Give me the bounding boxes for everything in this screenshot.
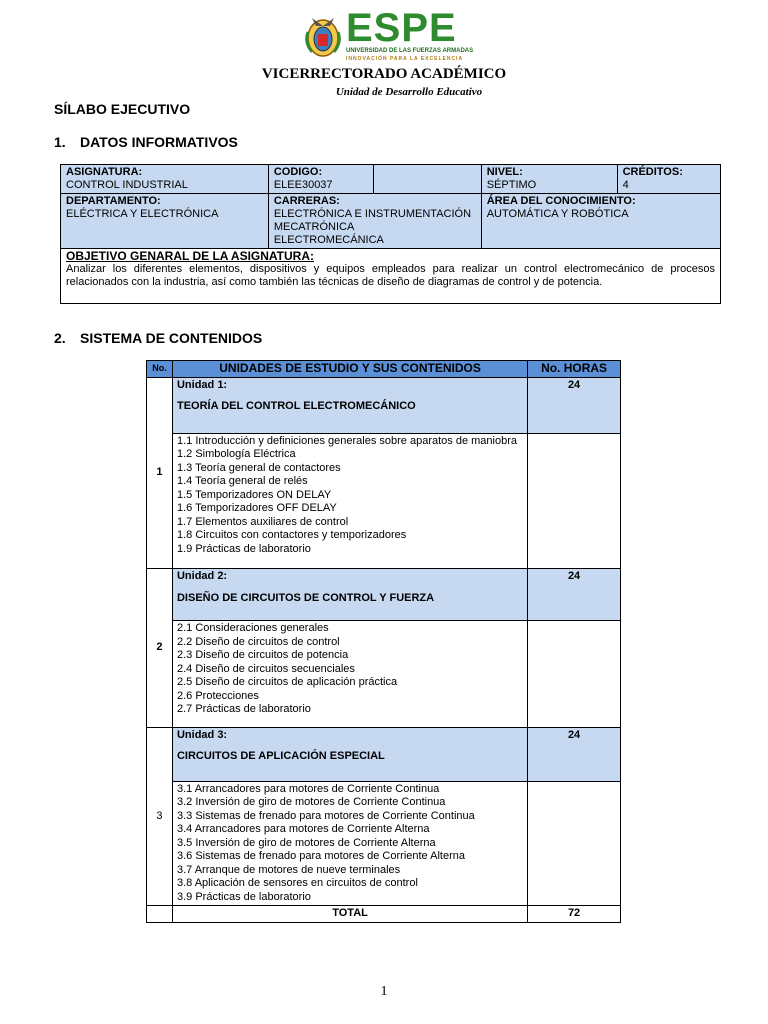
list-item: 3.5 Inversión de giro de motores de Corriente Alterna	[176, 836, 436, 849]
carrera-item: ELECTRÓNICA E INSTRUMENTACIÓN	[273, 208, 472, 220]
carrera-item: ELECTROMECÁNICA	[273, 234, 384, 246]
departamento-cell	[61, 194, 269, 249]
creditos-cell	[617, 165, 720, 194]
unit-number: 2	[147, 569, 173, 728]
unit-title-row	[147, 569, 621, 621]
total-label: TOTAL	[172, 906, 527, 923]
list-item: 1.1 Introducción y definiciones generales sobre aparatos de maniobra	[176, 434, 517, 447]
list-item: 3.9 Prácticas de laboratorio	[176, 890, 311, 903]
vicerrectorado-title: VICERRECTORADO ACADÉMICO	[261, 66, 507, 82]
list-item: 3.3 Sistemas de frenado para motores de Corriente Continua	[176, 809, 475, 822]
list-item: 1.4 Teoría general de relés	[176, 475, 308, 487]
asignatura-value: CONTROL INDUSTRIAL	[66, 179, 188, 191]
total-row	[147, 906, 621, 923]
section-title: DATOS INFORMATIVOS	[80, 134, 238, 150]
university-emblem-icon	[304, 12, 342, 60]
carreras-label: CARRERAS:	[273, 195, 340, 207]
list-item: 3.7 Arranque de motores de nueve terminales	[176, 863, 401, 876]
departamento-value: ELÉCTRICA Y ELECTRÓNICA	[66, 208, 219, 220]
nivel-label: NIVEL:	[486, 166, 523, 178]
logo-tagline: INNOVACIÓN PARA LA EXCELENCIA	[346, 56, 464, 62]
list-item: 1.9 Prácticas de laboratorio	[176, 542, 311, 555]
unit-heading	[172, 377, 527, 433]
info-row-3	[61, 249, 721, 304]
info-row-2	[61, 194, 721, 249]
area-label: ÁREA DEL CONOCIMIENTO:	[486, 195, 636, 207]
list-item: 1.3 Teoría general de contactores	[176, 461, 341, 474]
asignatura-label: ASIGNATURA:	[66, 166, 143, 178]
creditos-label: CRÉDITOS:	[622, 166, 683, 178]
contents-header-row	[147, 361, 621, 378]
carrera-item: MECATRÓNICA	[273, 221, 355, 233]
asignatura-cell	[61, 165, 269, 194]
section-number: 2.	[54, 330, 66, 346]
section-number: 1.	[54, 134, 66, 150]
area-cell	[481, 194, 720, 249]
unidad-subtitle: Unidad de Desarrollo Educativo	[335, 86, 483, 98]
unit-title: CIRCUITOS DE APLICACIÓN ESPECIAL	[176, 750, 385, 762]
total-hours: 72	[528, 906, 621, 923]
unit-hours: 24	[528, 569, 621, 621]
list-item: 3.1 Arrancadores para motores de Corriente Continua	[176, 782, 440, 795]
section-1-heading	[54, 134, 238, 150]
objetivo-text: Analizar los diferentes elementos, dispositivos y equipos empleados para realizar un control electromecánico de procesos relacionados con la industria, así como también las técnicas de diseño de diagramas de control y de potencia.	[66, 263, 715, 288]
unit-items-row	[147, 621, 621, 728]
empty-hours-cell	[528, 433, 621, 569]
list-item: 3.4 Arrancadores para motores de Corriente Alterna	[176, 823, 430, 835]
unit-hours: 24	[528, 377, 621, 433]
section-title: SISTEMA DE CONTENIDOS	[80, 330, 263, 346]
section-2-heading	[54, 330, 262, 346]
nivel-value: SÉPTIMO	[486, 179, 537, 191]
unit-items	[172, 433, 527, 569]
departamento-label: DEPARTAMENTO:	[66, 195, 161, 207]
empty-cell	[374, 165, 481, 194]
empty-hours-cell	[528, 621, 621, 728]
list-item: 2.5 Diseño de circuitos de aplicación práctica	[176, 676, 398, 688]
list-item: 2.7 Prácticas de laboratorio	[176, 703, 311, 715]
unit-number: 1	[147, 377, 173, 569]
unit-title-row	[147, 727, 621, 781]
codigo-label: CODIGO:	[273, 166, 323, 178]
list-item: 1.2 Simbología Eléctrica	[176, 448, 296, 460]
list-item: 2.6 Protecciones	[176, 689, 259, 702]
unit-items	[172, 621, 527, 728]
unit-heading	[172, 727, 527, 781]
list-item: 1.6 Temporizadores OFF DELAY	[176, 502, 337, 514]
unit-title: DISEÑO DE CIRCUITOS DE CONTROL Y FUERZA	[176, 591, 435, 604]
list-item: 2.4 Diseño de circuitos secuenciales	[176, 662, 355, 675]
unit-label: Unidad 1:	[176, 378, 228, 391]
codigo-value: ELEE30037	[273, 179, 333, 191]
col-hours-header: No. HORAS	[528, 361, 621, 378]
carreras-cell	[268, 194, 481, 249]
unit-items	[172, 781, 527, 906]
list-item: 2.1 Consideraciones generales	[176, 622, 329, 634]
empty-hours-cell	[528, 781, 621, 906]
unit-title: TEORÍA DEL CONTROL ELECTROMECÁNICO	[176, 400, 416, 412]
list-item: 3.2 Inversión de giro de motores de Corriente Continua	[176, 796, 446, 808]
list-item: 1.5 Temporizadores ON DELAY	[176, 488, 332, 501]
objetivo-cell	[61, 249, 721, 304]
col-units-header: UNIDADES DE ESTUDIO Y SUS CONTENIDOS	[172, 361, 527, 378]
unit-items-row	[147, 781, 621, 906]
objetivo-label: OBJETIVO GENARAL DE LA ASIGNATURA:	[66, 249, 315, 263]
list-item: 1.7 Elementos auxiliares de control	[176, 515, 349, 528]
espe-logo-wordmark: ESPE	[346, 6, 457, 50]
logo-university-name: UNIVERSIDAD DE LAS FUERZAS ARMADAS	[346, 48, 474, 54]
unit-items-row	[147, 433, 621, 569]
nivel-cell	[481, 165, 617, 194]
unit-title-row	[147, 377, 621, 433]
list-item: 2.2 Diseño de circuitos de control	[176, 635, 340, 648]
total-empty-cell	[147, 906, 173, 923]
unit-label: Unidad 3:	[176, 728, 228, 741]
list-item: 1.8 Circuitos con contactores y temporizadores	[176, 529, 407, 541]
unit-label: Unidad 2:	[176, 570, 228, 582]
col-no-header: No.	[147, 361, 173, 378]
list-item: 2.3 Diseño de circuitos de potencia	[176, 649, 349, 661]
codigo-cell	[268, 165, 373, 194]
info-table	[60, 164, 721, 304]
area-value: AUTOMÁTICA Y ROBÓTICA	[486, 208, 629, 220]
info-row-1	[61, 165, 721, 194]
document-title: SÍLABO EJECUTIVO	[54, 101, 191, 117]
list-item: 3.6 Sistemas de frenado para motores de Corriente Alterna	[176, 850, 465, 862]
unit-number: 3	[147, 727, 173, 906]
unit-heading	[172, 569, 527, 621]
creditos-value: 4	[622, 179, 629, 191]
page-number: 1	[380, 984, 388, 999]
unit-hours: 24	[528, 727, 621, 781]
contents-table	[146, 360, 621, 923]
list-item: 3.8 Aplicación de sensores en circuitos de control	[176, 877, 418, 889]
